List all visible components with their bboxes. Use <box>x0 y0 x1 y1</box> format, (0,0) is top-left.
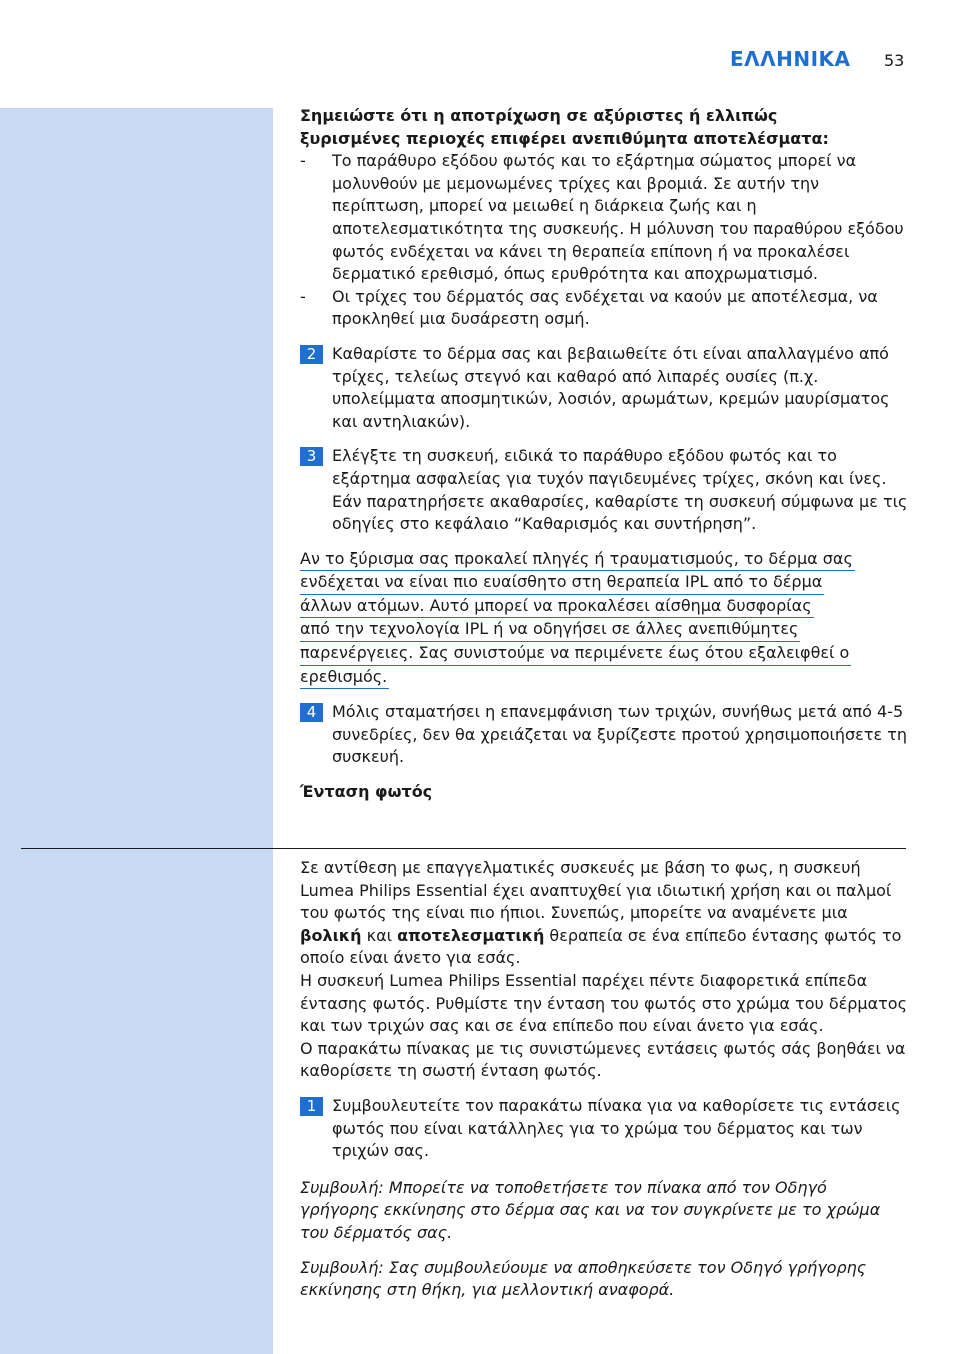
section-title: Ένταση φωτός <box>300 782 433 802</box>
intensity-paragraph <box>300 857 910 970</box>
page-number: 53 <box>884 51 905 70</box>
step-number: 3 <box>300 447 323 466</box>
intensity-paragraph: Ο παρακάτω πίνακας με τις συνιστώμενες εντάσεις φωτός σάς βοηθάει να καθορίσετε τη σωστή ένταση φωτός. <box>300 1038 906 1081</box>
bold-term: αποτελεσματική <box>397 925 545 945</box>
intensity-paragraph: Η συσκευή Lumea Philips Essential παρέχει πέντε διαφορετικά επίπεδα έντασης φωτός. Ρυθμίστε την ένταση του φωτός στο χρώμα του δέρματος και των τριχών σας και σε ένα επίπεδο που είναι άνετο για εσάς. <box>300 970 907 1036</box>
list-item <box>300 286 910 331</box>
step-text: Καθαρίστε το δέρμα σας και βεβαιωθείτε ότι είναι απαλλαγμένο από τρίχες, τελείως στεγνό και καθαρό από λιπαρές ουσίες (π.χ. υπολείμματα αποσμητικών, λοσιόν, αρωμάτων, κρεμών μαυρίσματος και αντηλιακών). <box>332 343 890 431</box>
step-text: Μόλις σταματήσει η επανεμφάνιση των τριχών, συνήθως μετά από 4-5 συνεδρίες, δεν θα χρειάζεται να ξυρίζεστε προτού χρησιμοποιήσετε τη συσκευή. <box>332 702 907 767</box>
list-item-text: Το παράθυρο εξόδου φωτός και το εξάρτημα σώματος μπορεί να μολυνθούν με μεμονωμένες τρίχες και βρομιά. Σε αυτήν την περίπτωση, μπορεί να μειωθεί η διάρκεια ζωής και η αποτελεσματικότητα της συσκευής. Η μόλυνση του παραθύρου εξόδου φωτός ενδέχεται να κάνει τη θεραπεία επίπονη ή να προκαλέσει δερματικό ερεθισμό, όπως ερυθρότητα και αποχρωματισμό. <box>332 151 904 284</box>
list-item <box>300 150 910 286</box>
step-4 <box>300 701 910 769</box>
note-heading-line: Σημειώστε ότι η αποτρίχωση σε αξύριστες ή ελλιπώς <box>300 106 778 125</box>
note-heading <box>300 105 910 150</box>
step-number: 1 <box>300 1097 323 1116</box>
link-line[interactable]: ενδέχεται να είναι πιο ευαίσθητο στη θεραπεία IPL από το δέρμα <box>300 571 824 595</box>
link-line[interactable]: Αν το ξύρισμα σας προκαλεί πληγές ή τραυματισμούς, το δέρμα σας <box>300 548 855 572</box>
main-content <box>300 105 910 804</box>
step-text: Συμβουλευτείτε τον παρακάτω πίνακα για να καθορίσετε τις εντάσεις φωτός που είναι κατάλληλες για το χρώμα του δέρματος και των τριχών σας. <box>332 1095 901 1161</box>
section-divider <box>21 848 906 849</box>
sidebar-band <box>0 108 273 1354</box>
bold-term: βολική <box>300 925 362 945</box>
step-text: Ελέγξτε τη συσκευή, ειδικά το παράθυρο εξόδου φωτός και το εξάρτημα ασφαλείας για τυχόν παγιδευμένες τρίχες, σκόνη και ίνες. Εάν παρατηρήσετε ακαθαρσίες, καθαρίστε τη συσκευή σύμφωνα με τις οδηγίες στο κεφάλαιο “Καθαρισμός και συντήρηση”. <box>332 446 908 534</box>
link-line[interactable]: παρενέργειες. Σας συνιστούμε να περιμένετε έως ότου εξαλειφθεί ο <box>300 642 851 666</box>
list-item-text: Οι τρίχες του δέρματός σας ενδέχεται να καούν με αποτέλεσμα, να προκληθεί μια δυσάρεστη οσμή. <box>332 286 878 329</box>
step-2 <box>300 343 910 433</box>
tip-paragraph: Συμβουλή: Μπορείτε να τοποθετήσετε τον πίνακα από τον Οδηγό γρήγορης εκκίνησης στο δέρμα σας και να τον συγκρίνετε με το χρώμα του δέρματός σας. <box>300 1177 881 1242</box>
link-line[interactable]: από την τεχνολογία IPL ή να οδηγήσει σε άλλες ανεπιθύμητες <box>300 618 800 642</box>
link-line[interactable]: άλλων ατόμων. Αυτό μπορεί να προκαλέσει αίσθημα δυσφορίας <box>300 595 814 619</box>
step-number: 2 <box>300 345 323 364</box>
text-run: Σε αντίθεση με επαγγελματικές συσκευές με βάση το φως, η συσκευή Lumea Philips Essential έχει αναπτυχθεί για ιδιωτική χρήση και οι παλμοί του φωτός της είναι πιο ήπιοι. Συνεπώς, μπορείτε να αναμένετε μια <box>300 858 892 923</box>
text-run: θεραπεία σε ένα επίπεδο έντασης φωτός το οποίο είναι άνετο για εσάς. <box>300 925 902 968</box>
hyperlinked-warning[interactable] <box>300 548 910 690</box>
dash-marker: - <box>300 286 306 306</box>
dash-marker: - <box>300 151 306 171</box>
language-label: ΕΛΛΗΝΙΚΑ <box>730 47 851 71</box>
tip-paragraph: Συμβουλή: Σας συμβουλεύουμε να αποθηκεύσετε τον Οδηγό γρήγορης εκκίνησης στη θήκη, για μελλοντική αναφορά. <box>300 1257 867 1300</box>
dash-list <box>300 150 910 331</box>
step-3 <box>300 445 910 535</box>
link-line[interactable]: ερεθισμός. <box>300 666 389 690</box>
text-run: και <box>361 925 398 945</box>
step-1 <box>300 1095 910 1163</box>
step-number: 4 <box>300 703 323 722</box>
note-heading-line: ξυρισμένες περιοχές επιφέρει ανεπιθύμητα αποτελέσματα: <box>300 128 829 148</box>
intensity-content <box>300 857 910 1302</box>
